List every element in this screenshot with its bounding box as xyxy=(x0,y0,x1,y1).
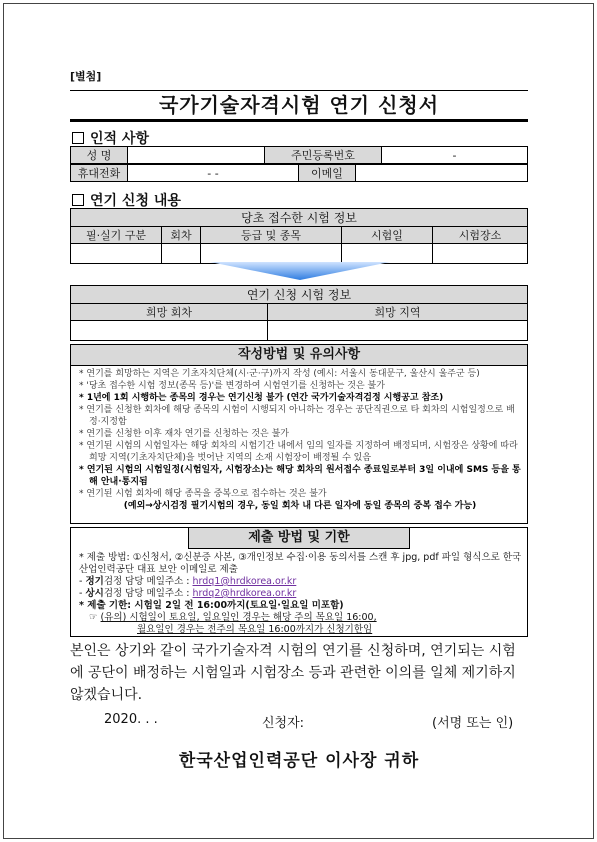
application-date[interactable]: 2020. . . xyxy=(104,712,158,727)
col-wish-round: 희망 회차 xyxy=(71,304,268,321)
wish-round-field[interactable] xyxy=(71,321,268,341)
postpone-exam-title: 연기 신청 시험 정보 xyxy=(71,286,528,304)
closing-addressee: 한국산업인력공단 이사장 귀하 xyxy=(178,751,420,771)
note-item: * 연기를 희망하는 지역은 기초자치단체(시·군·구)까지 작성 (예시: 서울시 동대문구, 울산시 울주군 등) xyxy=(79,369,480,379)
section-personal-heading xyxy=(72,128,149,148)
ondemand-email-link[interactable]: hrdq2@hrdkorea.or.kr xyxy=(192,588,297,599)
personal-info-table xyxy=(70,146,528,164)
checkbox-icon xyxy=(72,194,84,206)
note-item-exception: (예외→상시검정 필기시험의 경우, 동일 회차 내 다른 일자에 동일 종목의 중복 접수 가능) xyxy=(123,501,477,511)
name-label: 성 명 xyxy=(71,147,128,164)
note-item: * 연기를 신청한 이후 재차 연기를 신청하는 것은 불가 xyxy=(79,429,289,439)
note-item: * 연기된 시험 회차에 해당 종목을 중복으로 접수하는 것은 불가 xyxy=(79,489,327,499)
note-item: * 연기된 시험의 시험일정(시험일자, 시험장소)는 해당 회차의 원서접수 종료일로부터 3일 이내에 SMS 등을 통해 안내·통지됨 xyxy=(79,465,521,487)
col-wish-region: 희망 지역 xyxy=(268,304,528,321)
submission-title: 제출 방법 및 기한 xyxy=(188,528,410,549)
rrn-field[interactable]: - xyxy=(382,147,528,164)
arrow-down-icon xyxy=(210,262,390,280)
phone-field[interactable]: - - xyxy=(128,165,299,182)
col-grade-subject: 등급 및 종목 xyxy=(201,227,342,244)
name-field[interactable] xyxy=(128,147,265,164)
email-field[interactable] xyxy=(356,165,528,182)
notes-box xyxy=(70,344,528,524)
submission-method: * 제출 방법: ①신청서, ②신분증 사본, ③개인정보 수집·이용 동의서를 스캔 후 jpg, pdf 파일 형식으로 한국산업인력공단 대표 보안 이메일로 제출 xyxy=(79,552,522,575)
grade-subject-field[interactable] xyxy=(201,244,342,264)
email-label: 이메일 xyxy=(299,165,356,182)
deadline-exception-2: 월요일인 경우는 전주의 목요일 16:00까지가 신청기한임 xyxy=(137,624,373,635)
submission-box xyxy=(70,527,528,637)
notes-list xyxy=(71,368,527,512)
col-exam-date: 시험일 xyxy=(342,227,433,244)
ondemand-email-line: - 상시검정 담당 메일주소 : hrdq2@hrdkorea.or.kr xyxy=(79,588,297,599)
submission-deadline: * 제출 기한: 시험일 2일 전 16:00까지(토요일·일요일 미포함) xyxy=(79,600,344,611)
col-exam-type: 필·실기 구분 xyxy=(71,227,162,244)
round-field[interactable] xyxy=(162,244,201,264)
postpone-exam-table xyxy=(70,285,528,341)
applicant-label: 신청자: xyxy=(262,716,305,731)
exam-site-field[interactable] xyxy=(433,244,528,264)
page-title: 국가기술자격시험 연기 신청서 xyxy=(70,90,528,122)
regular-email-line: - 정기검정 담당 메일주소 : hrdq1@hrdkorea.or.kr xyxy=(79,576,297,587)
regular-email-link[interactable]: hrdq1@hrdkorea.or.kr xyxy=(192,576,297,587)
notes-title: 작성방법 및 유의사항 xyxy=(71,345,527,366)
original-exam-title: 당초 접수한 시험 정보 xyxy=(71,209,528,227)
section-postpone-label: 연기 신청 내용 xyxy=(90,193,181,209)
note-item: * '당초 접수한 시험 정보(종목 등)'를 변경하여 시험연기를 신청하는 것은 불가 xyxy=(79,381,385,391)
phone-label: 휴대전화 xyxy=(71,165,128,182)
original-exam-table xyxy=(70,208,528,264)
section-postpone-heading xyxy=(72,190,181,210)
checkbox-icon xyxy=(72,132,84,144)
note-item: * 1년에 1회 시행하는 종목의 경우는 연기신청 불가 (연간 국가기술자격검정 시행공고 참조) xyxy=(79,393,444,403)
rrn-label: 주민등록번호 xyxy=(265,147,382,164)
col-exam-site: 시험장소 xyxy=(433,227,528,244)
signature-field[interactable]: (서명 또는 인) xyxy=(432,716,514,731)
attachment-tag: [별첨] xyxy=(70,70,102,83)
exam-type-field[interactable] xyxy=(71,244,162,264)
section-personal-label: 인적 사항 xyxy=(90,131,149,147)
note-item: * 연기를 신청한 회차에 해당 종목의 시험이 시행되지 아니하는 경우는 공단직권으로 타 회차의 시험일정으로 배정·지정함 xyxy=(79,405,515,427)
col-round: 회차 xyxy=(162,227,201,244)
contact-info-table xyxy=(70,164,528,182)
exam-date-field[interactable] xyxy=(342,244,433,264)
declaration-text: 본인은 상기와 같이 국가기술자격 시험의 연기를 신청하며, 연기되는 시험에 공단이 배정하는 시험일과 시험장소 등과 관련한 이의를 일체 제기하지 않겠습니다. xyxy=(70,643,516,703)
wish-region-field[interactable] xyxy=(268,321,528,341)
deadline-exception-1: ☞ (유의) 시험일이 토요일, 일요일인 경우는 해당 주의 목요일 16:00, xyxy=(89,612,377,623)
note-item: * 연기된 시험의 시험일자는 해당 회차의 시험기간 내에서 임의 일자를 지정하여 배정되며, 시험장은 상황에 따라 희망 지역(기초자치단체)을 벗어난 지역의 소재 시험장이 배정될 수 있음 xyxy=(79,441,518,463)
